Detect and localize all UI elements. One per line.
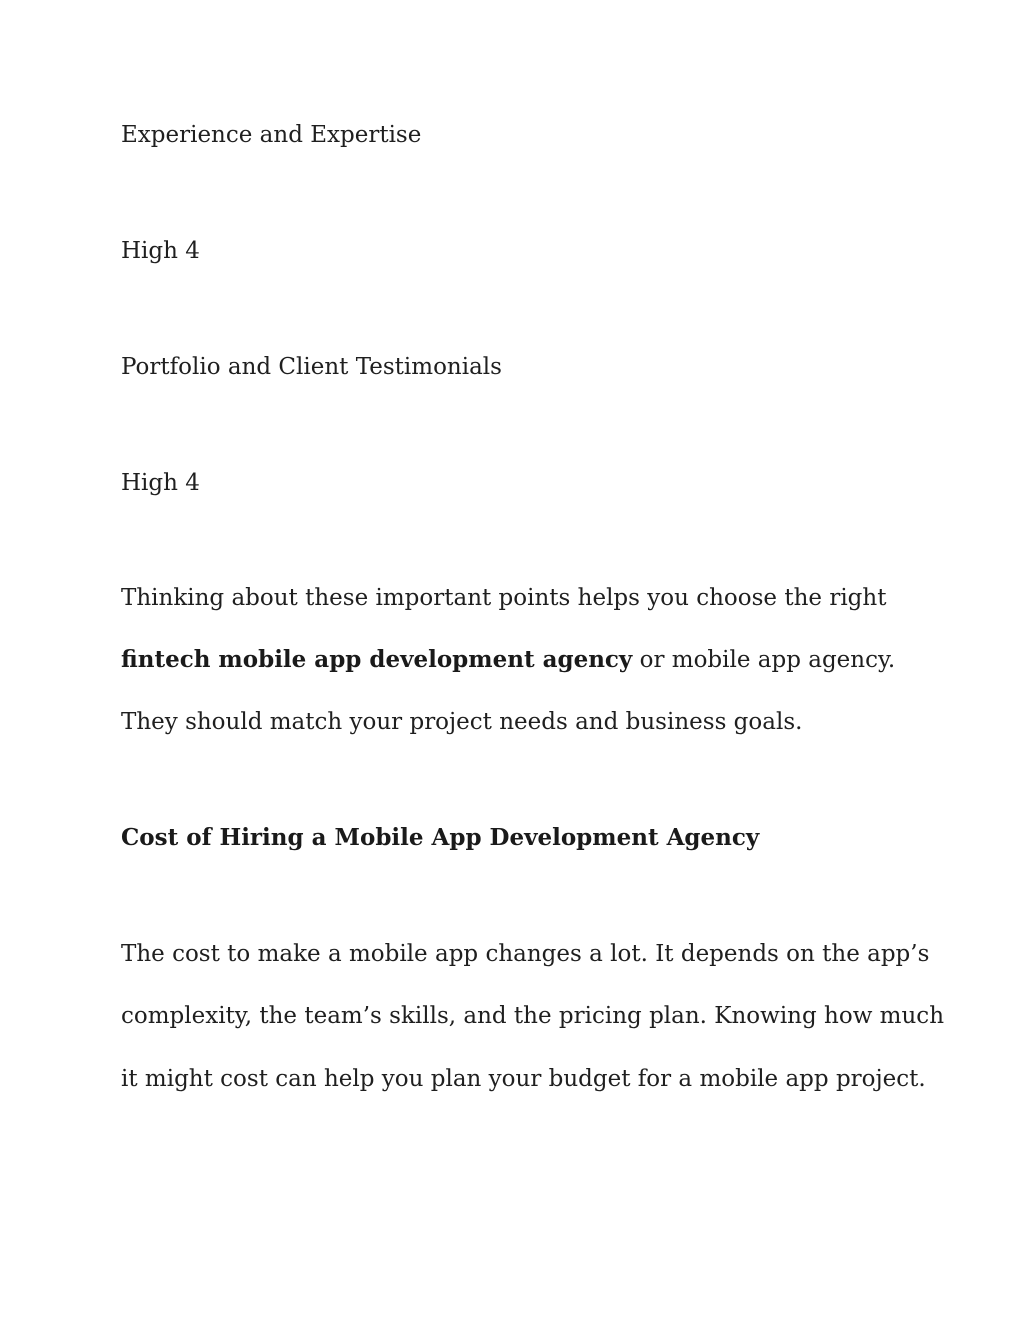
paragraph-line: The cost to make a mobile app changes a lot. It depends on the app’s bbox=[121, 941, 930, 967]
criterion-rating: High 4 bbox=[121, 238, 200, 264]
criterion-label: Portfolio and Client Testimonials bbox=[121, 354, 502, 380]
paragraph-line: it might cost can help you plan your budget for a mobile app project. bbox=[121, 1066, 926, 1092]
paragraph-line: complexity, the team’s skills, and the pricing plan. Knowing how much bbox=[121, 1003, 945, 1029]
summary-line-continuation: or mobile app agency. bbox=[632, 647, 896, 673]
criterion-label: Experience and Expertise bbox=[121, 122, 422, 148]
section-heading: Cost of Hiring a Mobile App Development Agency bbox=[121, 824, 760, 851]
criterion-rating: High 4 bbox=[121, 470, 200, 496]
summary-line: They should match your project needs and business goals. bbox=[121, 709, 803, 735]
keyword-fintech-agency: fintech mobile app development agency bbox=[121, 646, 633, 673]
summary-line-with-keyword bbox=[121, 645, 895, 675]
summary-line: Thinking about these important points helps you choose the right bbox=[121, 585, 887, 611]
